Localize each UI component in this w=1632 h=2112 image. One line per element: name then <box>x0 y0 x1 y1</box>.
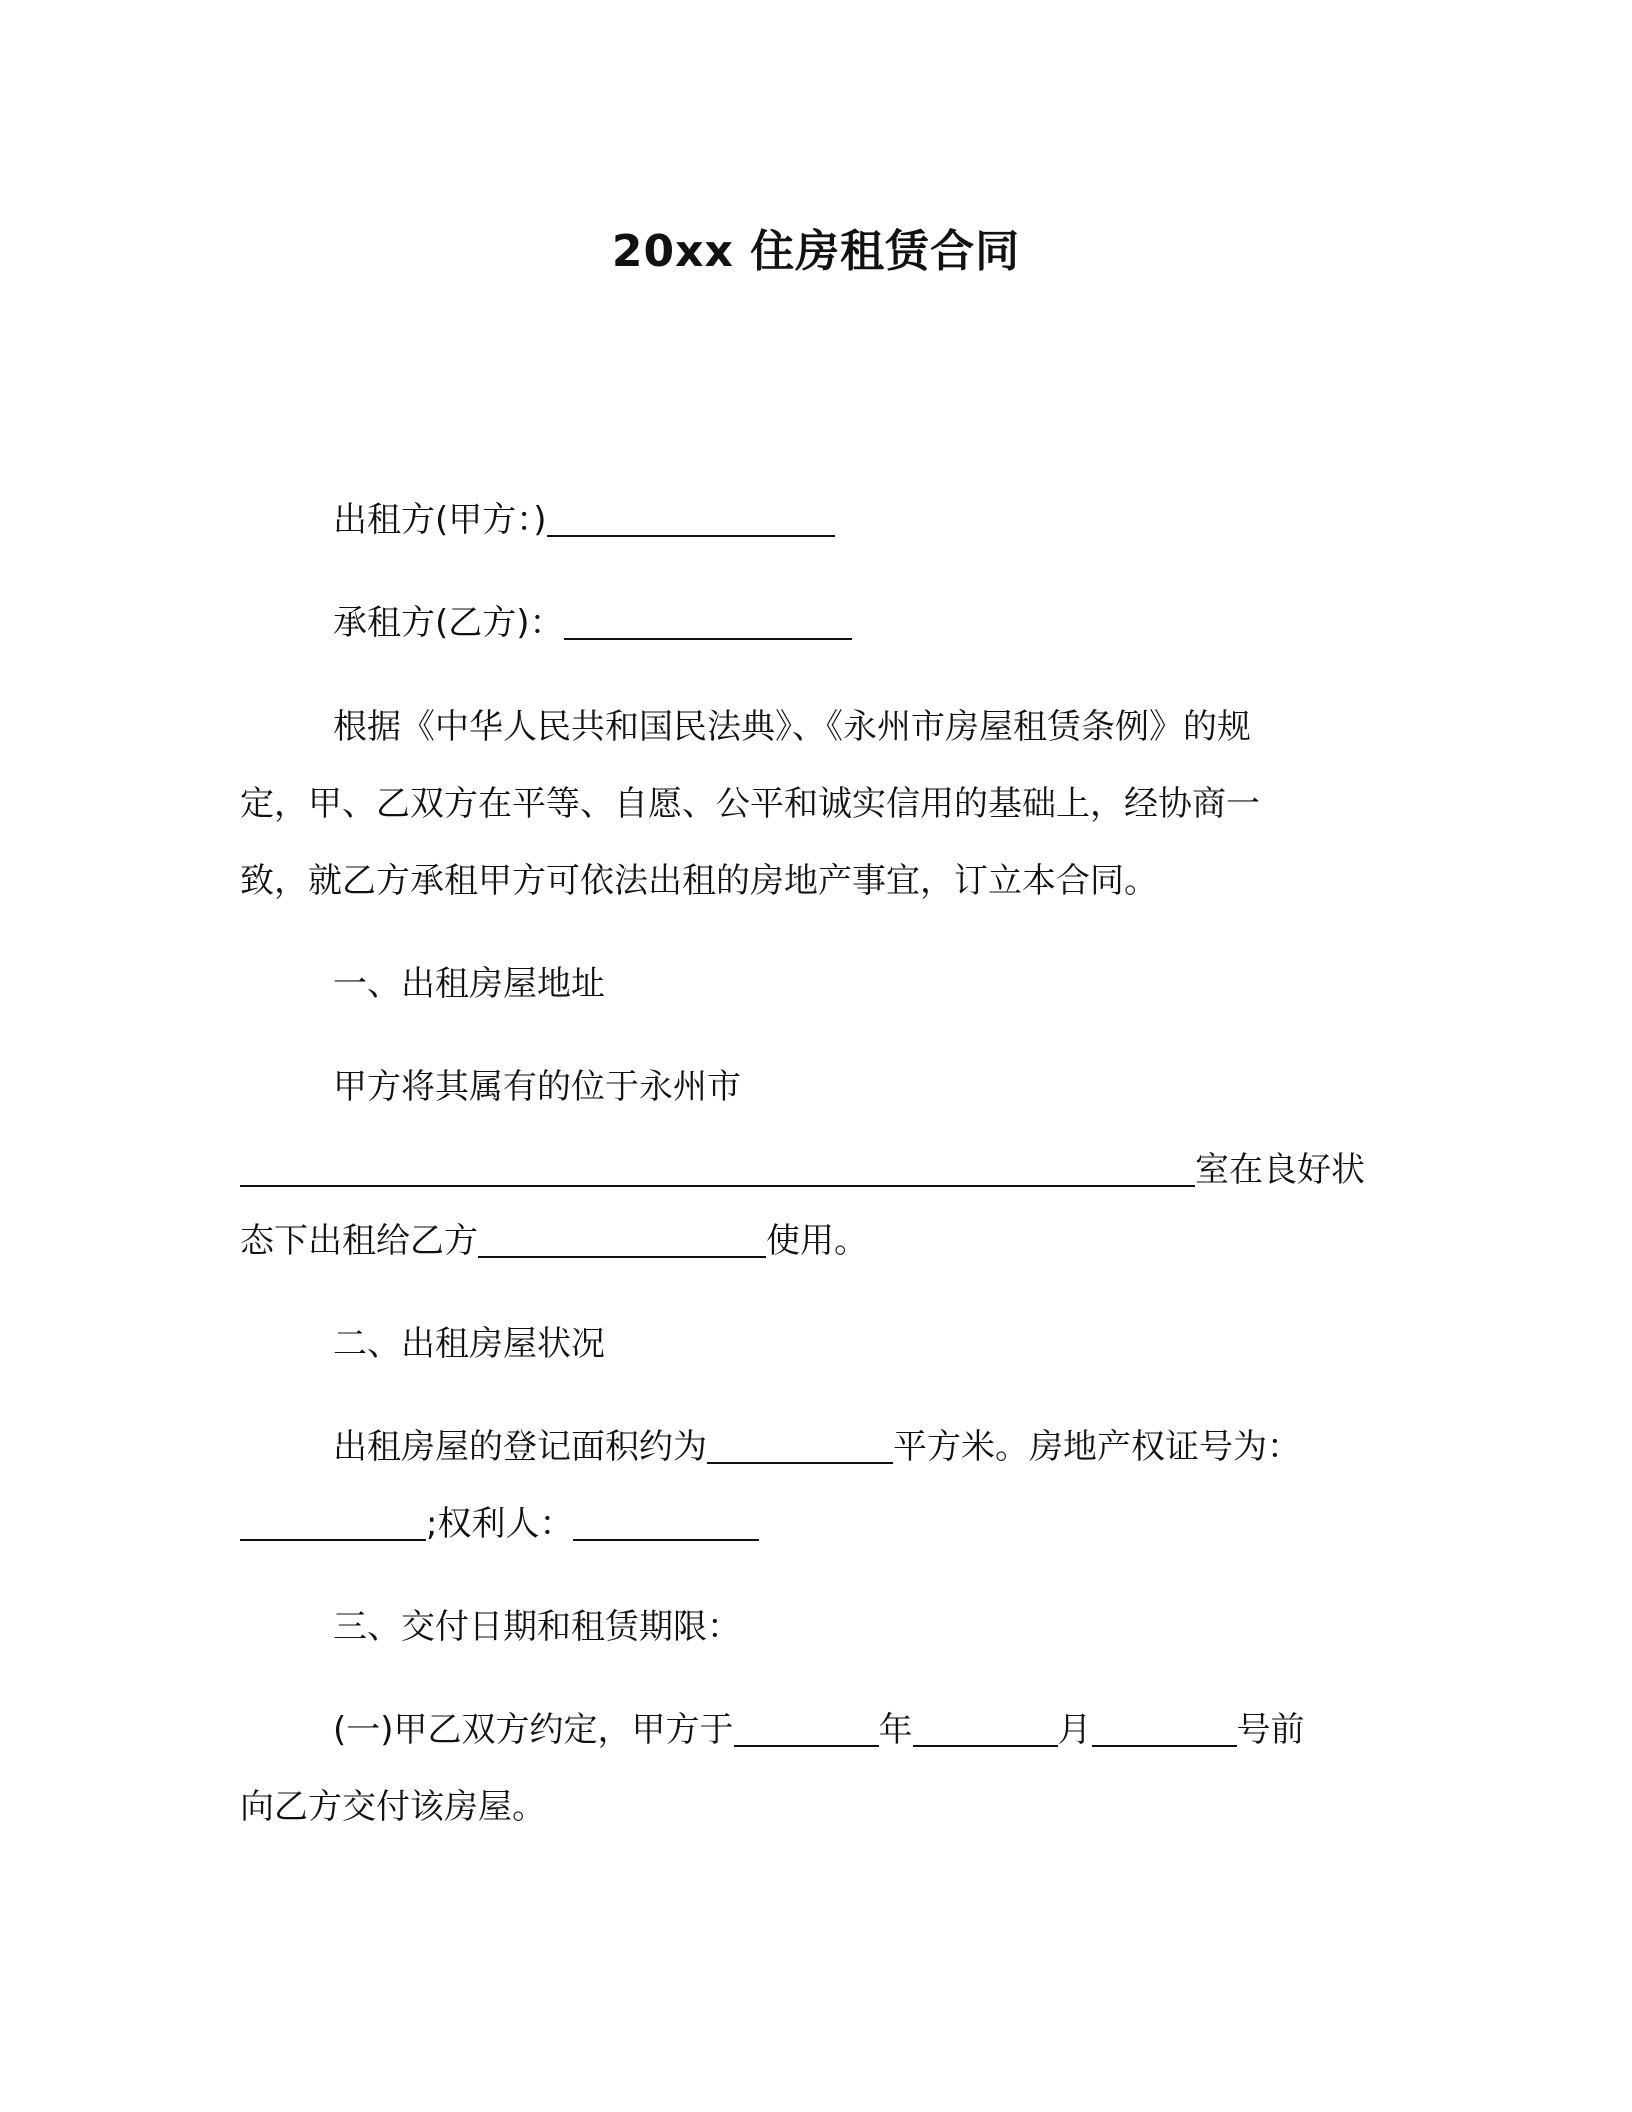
section2-line-1 <box>333 1422 1301 1472</box>
section2-line1-suffix: 平方米。房地产权证号为： <box>893 1427 1301 1467</box>
document-title: 20xx 住房租赁合同 <box>611 226 1021 277</box>
month-label: 月 <box>1057 1710 1092 1750</box>
section1-line-1: 甲方将其属有的位于永州市 <box>333 1067 741 1107</box>
section2-line1-prefix: 出租房屋的登记面积约为 <box>333 1427 707 1467</box>
section1-heading: 一、出租房屋地址 <box>333 964 605 1004</box>
section2-line2-middle: ;权利人： <box>426 1504 574 1544</box>
section1-line3-suffix: 使用。 <box>766 1221 868 1261</box>
section3-clause1-line-1 <box>333 1705 1305 1755</box>
lessee-label: 承租方(乙方)： <box>333 603 564 643</box>
lessee-blank[interactable] <box>564 600 852 640</box>
section2-line-2 <box>240 1499 759 1549</box>
section3-clause1-line-2: 向乙方交付该房屋。 <box>240 1787 546 1827</box>
lessor-line <box>333 495 835 545</box>
section1-line-3 <box>240 1216 868 1266</box>
year-label: 年 <box>878 1710 913 1750</box>
preamble-line-3: 致，就乙方承租甲方可依法出租的房地产事宜，订立本合同。 <box>240 861 1158 901</box>
address-blank[interactable] <box>240 1147 1195 1187</box>
preamble-line-2: 定，甲、乙双方在平等、自愿、公平和诚实信用的基础上，经协商一 <box>240 784 1260 824</box>
usage-blank[interactable] <box>478 1218 766 1258</box>
month-blank[interactable] <box>913 1707 1058 1747</box>
area-blank[interactable] <box>707 1424 893 1464</box>
lessor-label: 出租方(甲方：) <box>333 500 547 540</box>
day-suffix: 号前 <box>1236 1710 1305 1750</box>
section3-heading: 三、交付日期和租赁期限： <box>333 1607 741 1647</box>
day-blank[interactable] <box>1092 1707 1237 1747</box>
clause1-prefix: (一)甲乙双方约定，甲方于 <box>333 1710 734 1750</box>
owner-blank[interactable] <box>573 1501 759 1541</box>
certificate-number-blank[interactable] <box>240 1501 426 1541</box>
lessee-line <box>333 598 852 648</box>
section1-line-2 <box>240 1145 1365 1195</box>
year-blank[interactable] <box>734 1707 879 1747</box>
preamble-line-1: 根据《中华人民共和国民法典》、《永州市房屋租赁条例》的规 <box>333 707 1251 747</box>
section2-heading: 二、出租房屋状况 <box>333 1324 605 1364</box>
section1-line2-suffix: 室在良好状 <box>1195 1150 1365 1190</box>
lessor-blank[interactable] <box>547 497 835 537</box>
section1-line3-prefix: 态下出租给乙方 <box>240 1221 478 1261</box>
